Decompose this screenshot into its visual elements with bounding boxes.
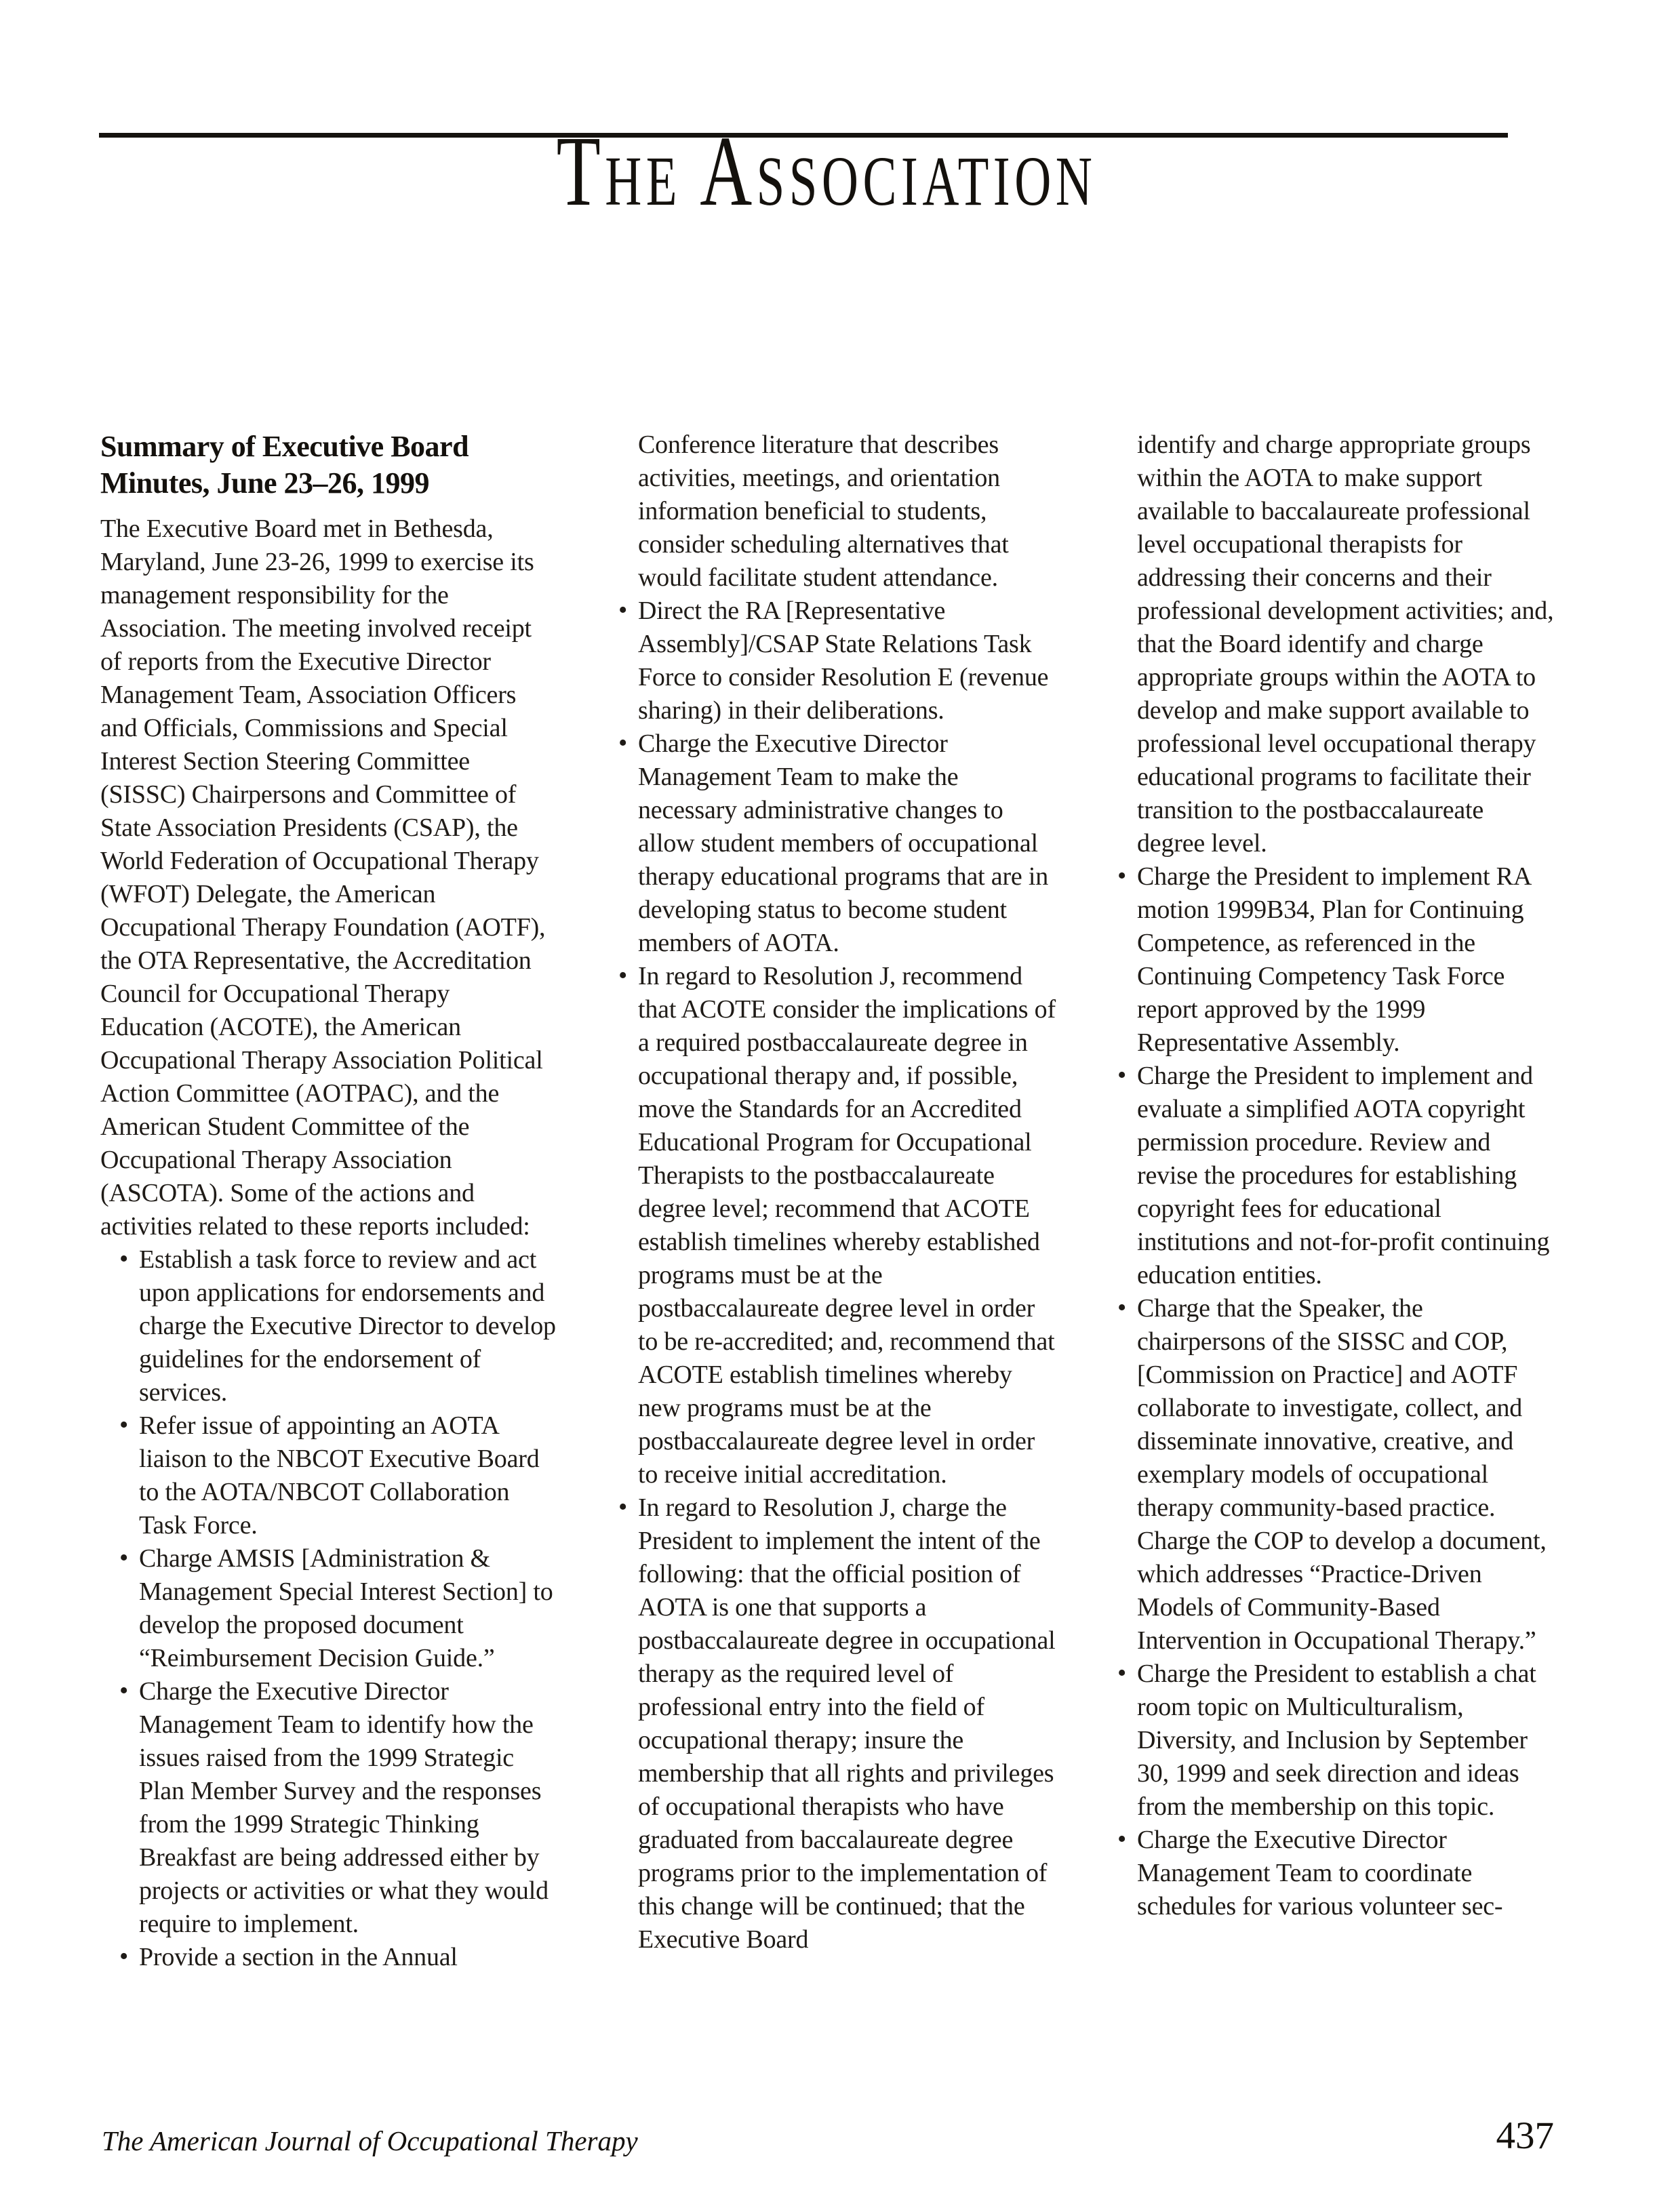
bullet-item bbox=[1098, 1824, 1556, 1923]
text-column bbox=[599, 428, 1057, 1956]
bullet-icon: • bbox=[119, 1544, 129, 1572]
bullet-text: In regard to Resolution J, recommend that ACOTE consider the implications of a required postbaccalaureate degree in occupational therapy and, if possible, move the Standards for an Accredited Educational Program for Occupational Therapists to the postbaccalaureate degree level; recommend that ACOTE establish timelines whereby established programs must be at the postbaccalaureate degree level in order to be re-accredited; and, recommend that ACOTE establish timelines whereby new programs must be at the postbaccalaureate degree level in order to receive initial accreditation. bbox=[638, 962, 1056, 1489]
journal-name: The American Journal of Occupational Therapy bbox=[102, 2125, 638, 2156]
bullet-text: Provide a section in the Annual bbox=[139, 1943, 458, 1971]
bullet-item bbox=[100, 1243, 558, 1409]
page-number: 437 bbox=[1496, 2114, 1554, 2157]
bullet-text: Charge AMSIS [Administration & Management Special Interest Section] to develop the proposed document “Reimbursement Decision Guide.” bbox=[139, 1544, 553, 1672]
bullet-text: Charge the President to implement RA motion 1999B34, Plan for Continuing Competence, as referenced in the Continuing Competency Task Force report approved by the 1999 Representative Assembly. bbox=[1137, 862, 1530, 1057]
bullet-icon: • bbox=[1117, 862, 1127, 890]
bullet-item bbox=[1098, 860, 1556, 1060]
bullet-text: Charge the President to establish a chat room topic on Multiculturalism, Diversity, and Inclusion by September 30, 1999 and seek direction and ideas from the membership on this topic. bbox=[1137, 1660, 1536, 1821]
section-heading: Summary of Executive Board Minutes, June 23–26, 1999 bbox=[100, 430, 469, 500]
bullet-text: Charge the President to implement and evaluate a simplified AOTA copyright permission procedure. Review and revise the procedures for establishing copyright fees for educational institutions and not-for-profit continuing education entities. bbox=[1137, 1062, 1550, 1289]
paragraph: The Executive Board met in Bethesda, Maryland, June 23-26, 1999 to exercise its management responsibility for the Association. The meeting involved receipt of reports from the Executive Director Management Team, Association Officers and Officials, Commissions and Special Interest Section Steering Committee (SISSC) Chairpersons and Committee of State Association Presidents (CSAP), the World Federation of Occupational Therapy (WFOT) Delegate, the American Occupational Therapy Foundation (AOTF), the OTA Representative, the Accreditation Council for Occupational Therapy Education (ACOTE), the American Occupational Therapy Association Political Action Committee (AOTPAC), and the American Student Committee of the Occupational Therapy Association (ASCOTA). Some of the actions and activities related to these reports included: bbox=[100, 515, 546, 1241]
bullet-icon: • bbox=[618, 729, 628, 757]
bullet-text: Direct the RA [Representative Assembly]/CSAP State Relations Task Force to consider Resolution E (revenue sharing) in their deliberations. bbox=[638, 597, 1049, 725]
bullet-icon: • bbox=[618, 596, 628, 624]
bullet-item bbox=[599, 960, 1057, 1491]
article-columns bbox=[100, 428, 1555, 1974]
continued-paragraph: Conference literature that describes activities, meetings, and orientation information beneficial to students, consider scheduling alternatives that would facilitate student attendance. bbox=[638, 430, 1009, 592]
bullet-icon: • bbox=[119, 1411, 129, 1439]
text-column bbox=[100, 428, 558, 1974]
bullet-text: Charge the Executive Director Management Team to coordinate schedules for various volunteer sec- bbox=[1137, 1826, 1503, 1921]
bullet-icon: • bbox=[618, 961, 628, 990]
bullet-icon: • bbox=[618, 1493, 628, 1521]
bullet-icon: • bbox=[119, 1942, 129, 1971]
bullet-item bbox=[100, 1542, 558, 1675]
bullet-item bbox=[599, 1491, 1057, 1956]
bullet-item bbox=[100, 1409, 558, 1542]
bullet-icon: • bbox=[119, 1245, 129, 1273]
bullet-item bbox=[599, 727, 1057, 960]
bullet-text: Establish a task force to review and act upon applications for endorsements and charge the Executive Director to develop guidelines for the endorsement of services. bbox=[139, 1245, 556, 1407]
bullet-icon: • bbox=[1117, 1293, 1127, 1322]
bullet-item bbox=[599, 595, 1057, 727]
bullet-text: In regard to Resolution J, charge the President to implement the intent of the following: that the official position of AOTA is one that supports a postbaccalaureate degree in occupational therapy as the required level of professional entry into the field of occupational therapy; insure the membership that all rights and privileges of occupational therapists who have graduated from baccalaureate degree programs prior to the implementation of this change will be continued; that the Executive Board bbox=[638, 1493, 1056, 1954]
bullet-item bbox=[1098, 1292, 1556, 1657]
bullet-text: Charge the Executive Director Management Team to make the necessary administrative changes to allow student members of occupational therapy educational programs that are in developing status to become student members of AOTA. bbox=[638, 729, 1049, 957]
bullet-text: Charge the Executive Director Management Team to identify how the issues raised from the 1999 Strategic Plan Member Survey and the responses from the 1999 Strategic Thinking Breakfast are being addressed either by projects or activities or what they would require to implement. bbox=[139, 1677, 549, 1938]
bullet-icon: • bbox=[1117, 1825, 1127, 1853]
bullet-text: Charge that the Speaker, the chairpersons of the SISSC and COP, [Commission on Practice] and AOTF collaborate to investigate, collect, and disseminate innovative, creative, and exemplary models of occupational therapy community-based practice. Charge the COP to develop a document, which addresses “Practice-Driven Models of Community-Based Intervention in Occupational Therapy.” bbox=[1137, 1294, 1547, 1655]
bullet-icon: • bbox=[1117, 1659, 1127, 1687]
bullet-item bbox=[100, 1675, 558, 1941]
bullet-item bbox=[1098, 1060, 1556, 1292]
continued-paragraph: identify and charge appropriate groups within the AOTA to make support available to baccalaureate professional level occupational therapists for addressing their concerns and their professional development activities; and, that the Board identify and charge appropriate groups within the AOTA to develop and make support available to professional level occupational therapy educational programs to facilitate their transition to the postbaccalaureate degree level. bbox=[1137, 430, 1554, 858]
text-column bbox=[1098, 428, 1556, 1923]
bullet-icon: • bbox=[1117, 1061, 1127, 1089]
bullet-item bbox=[100, 1941, 558, 1974]
bullet-text: Refer issue of appointing an AOTA liaison to the NBCOT Executive Board to the AOTA/NBCOT Collaboration Task Force. bbox=[139, 1411, 540, 1540]
page-title: The Association bbox=[556, 116, 1097, 227]
bullet-icon: • bbox=[119, 1676, 129, 1705]
bullet-item bbox=[1098, 1657, 1556, 1824]
